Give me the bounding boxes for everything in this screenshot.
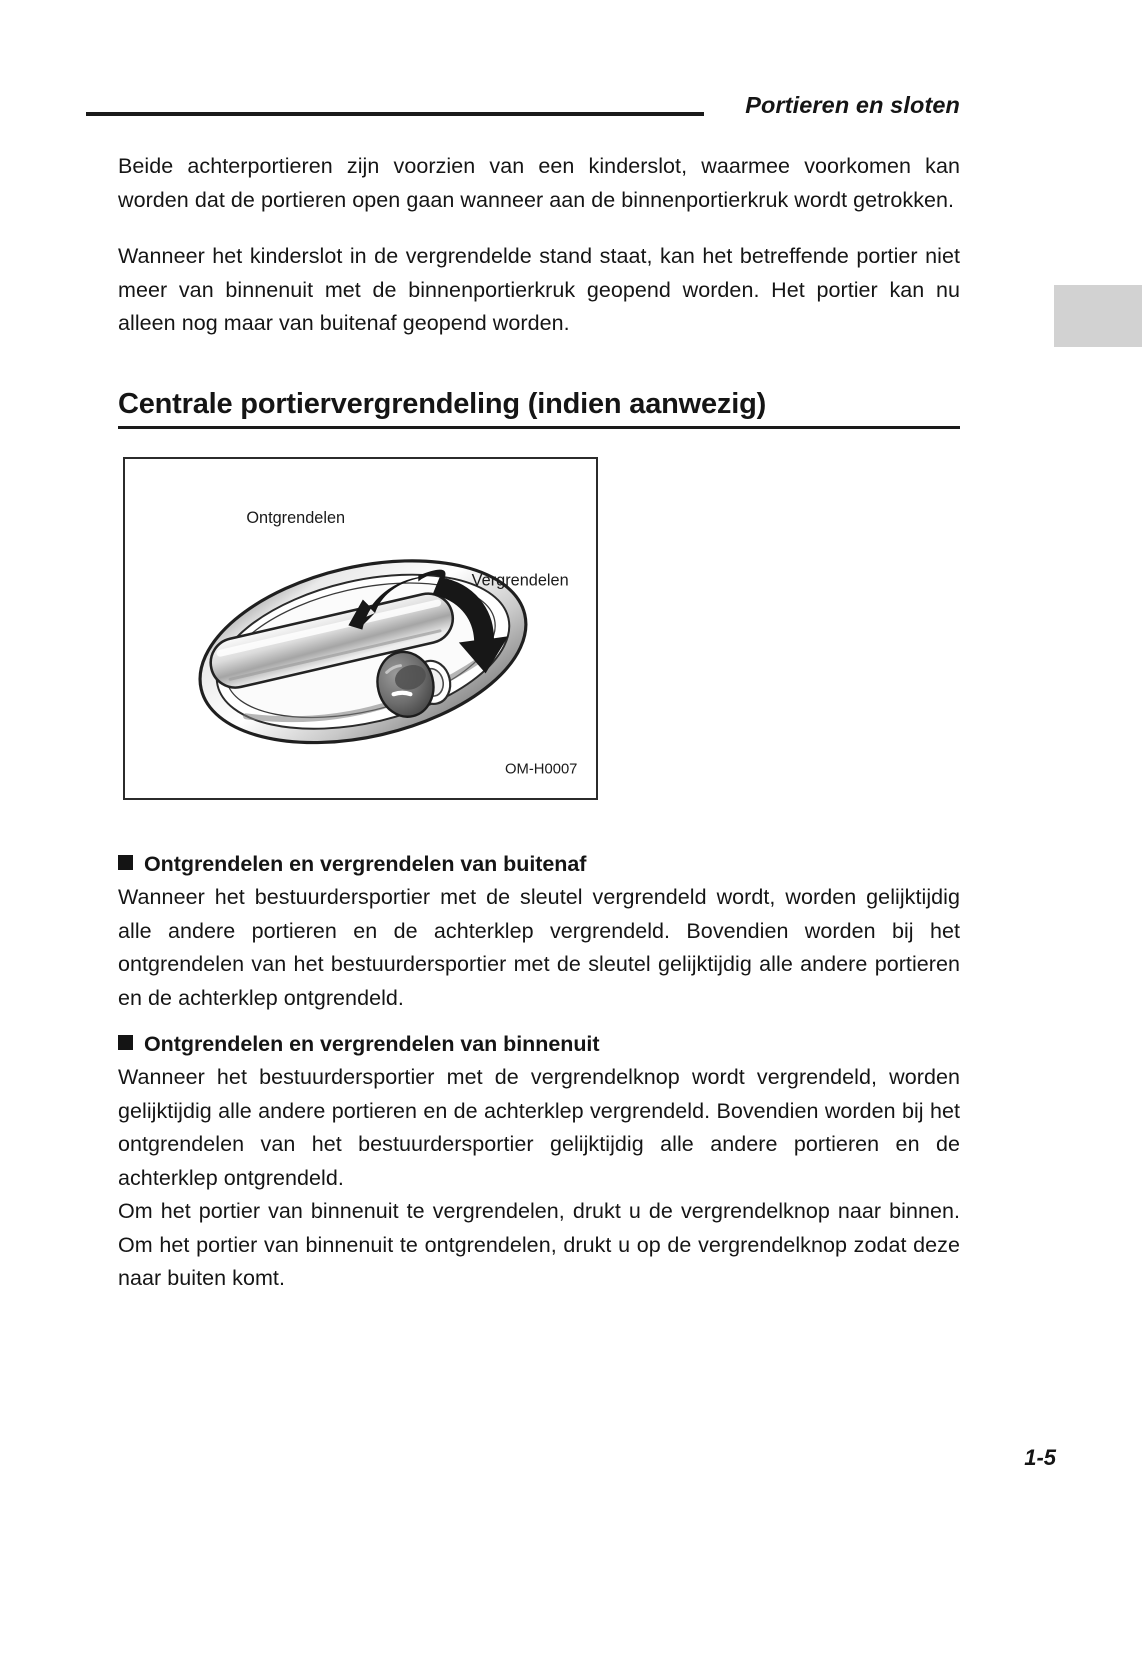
chapter-edge-tab <box>1054 285 1142 347</box>
subsection-heading-1: Ontgrendelen en vergrendelen van buitenaf <box>144 852 587 876</box>
bullet-square-icon <box>118 1035 133 1050</box>
subsection-heading-row <box>118 852 960 877</box>
figure-label-lock: Vergrendelen <box>471 571 569 590</box>
page-title: Portieren en sloten <box>745 92 960 118</box>
intro-paragraph-2: Wanneer het kinderslot in de vergrendelde stand staat, kan het betreffende portier niet meer van binnenuit met de binnenportierkruk geopend worden. Het portier kan nu alleen nog maar van buitenaf geopend worden. <box>118 244 960 335</box>
page-number: 1-5 <box>1024 1445 1056 1470</box>
page-header <box>86 92 960 132</box>
section-heading: Centrale portiervergrendeling (indien aanwezig) <box>118 388 767 420</box>
intro-text-block <box>118 150 960 341</box>
figure-id-label: OM-H0007 <box>504 761 578 778</box>
figure-label-unlock: Ontgrendelen <box>246 509 346 528</box>
header-rule <box>86 112 704 116</box>
subsection-unlock-inside <box>118 1032 960 1296</box>
figure-door-handle <box>123 457 598 800</box>
subsection-1-paragraph-1: Wanneer het bestuurdersportier met de sleutel vergrendeld wordt, worden gelijktijdig alle andere portieren en de achterklep vergrendeld. Bovendien worden bij het ontgrendelen van het bestuurdersportier met de sleutel gelijktijdig alle andere portieren en de achterklep ontgrendeld. <box>118 885 960 1010</box>
intro-paragraph-1: Beide achterportieren zijn voorzien van een kinderslot, waarmee voorkomen kan worden dat de portieren open gaan wanneer aan de binnenportierkruk wordt getrokken. <box>118 154 960 212</box>
section-heading-block <box>118 386 960 429</box>
subsection-heading-row <box>118 1032 960 1057</box>
subsection-2-paragraph-1: Wanneer het bestuurdersportier met de vergrendelknop wordt vergrendeld, worden gelijktijdig alle andere portieren en de achterklep vergrendeld. Bovendien worden bij het ontgrendelen van het bestuurdersportier gelijktijdig alle andere portieren en de achterklep ontgrendeld. <box>118 1065 960 1190</box>
subsection-heading-2: Ontgrendelen en vergrendelen van binnenuit <box>144 1032 600 1056</box>
bullet-square-icon <box>118 855 133 870</box>
section-rule <box>118 426 960 429</box>
door-handle-illustration <box>125 459 596 798</box>
subsection-unlock-outside <box>118 852 960 1015</box>
subsection-2-paragraph-2: Om het portier van binnenuit te vergrendelen, drukt u de vergrendelknop naar binnen. Om het portier van binnenuit te ontgrendelen, drukt u op de vergrendelknop zodat deze naar buiten komt. <box>118 1199 960 1290</box>
